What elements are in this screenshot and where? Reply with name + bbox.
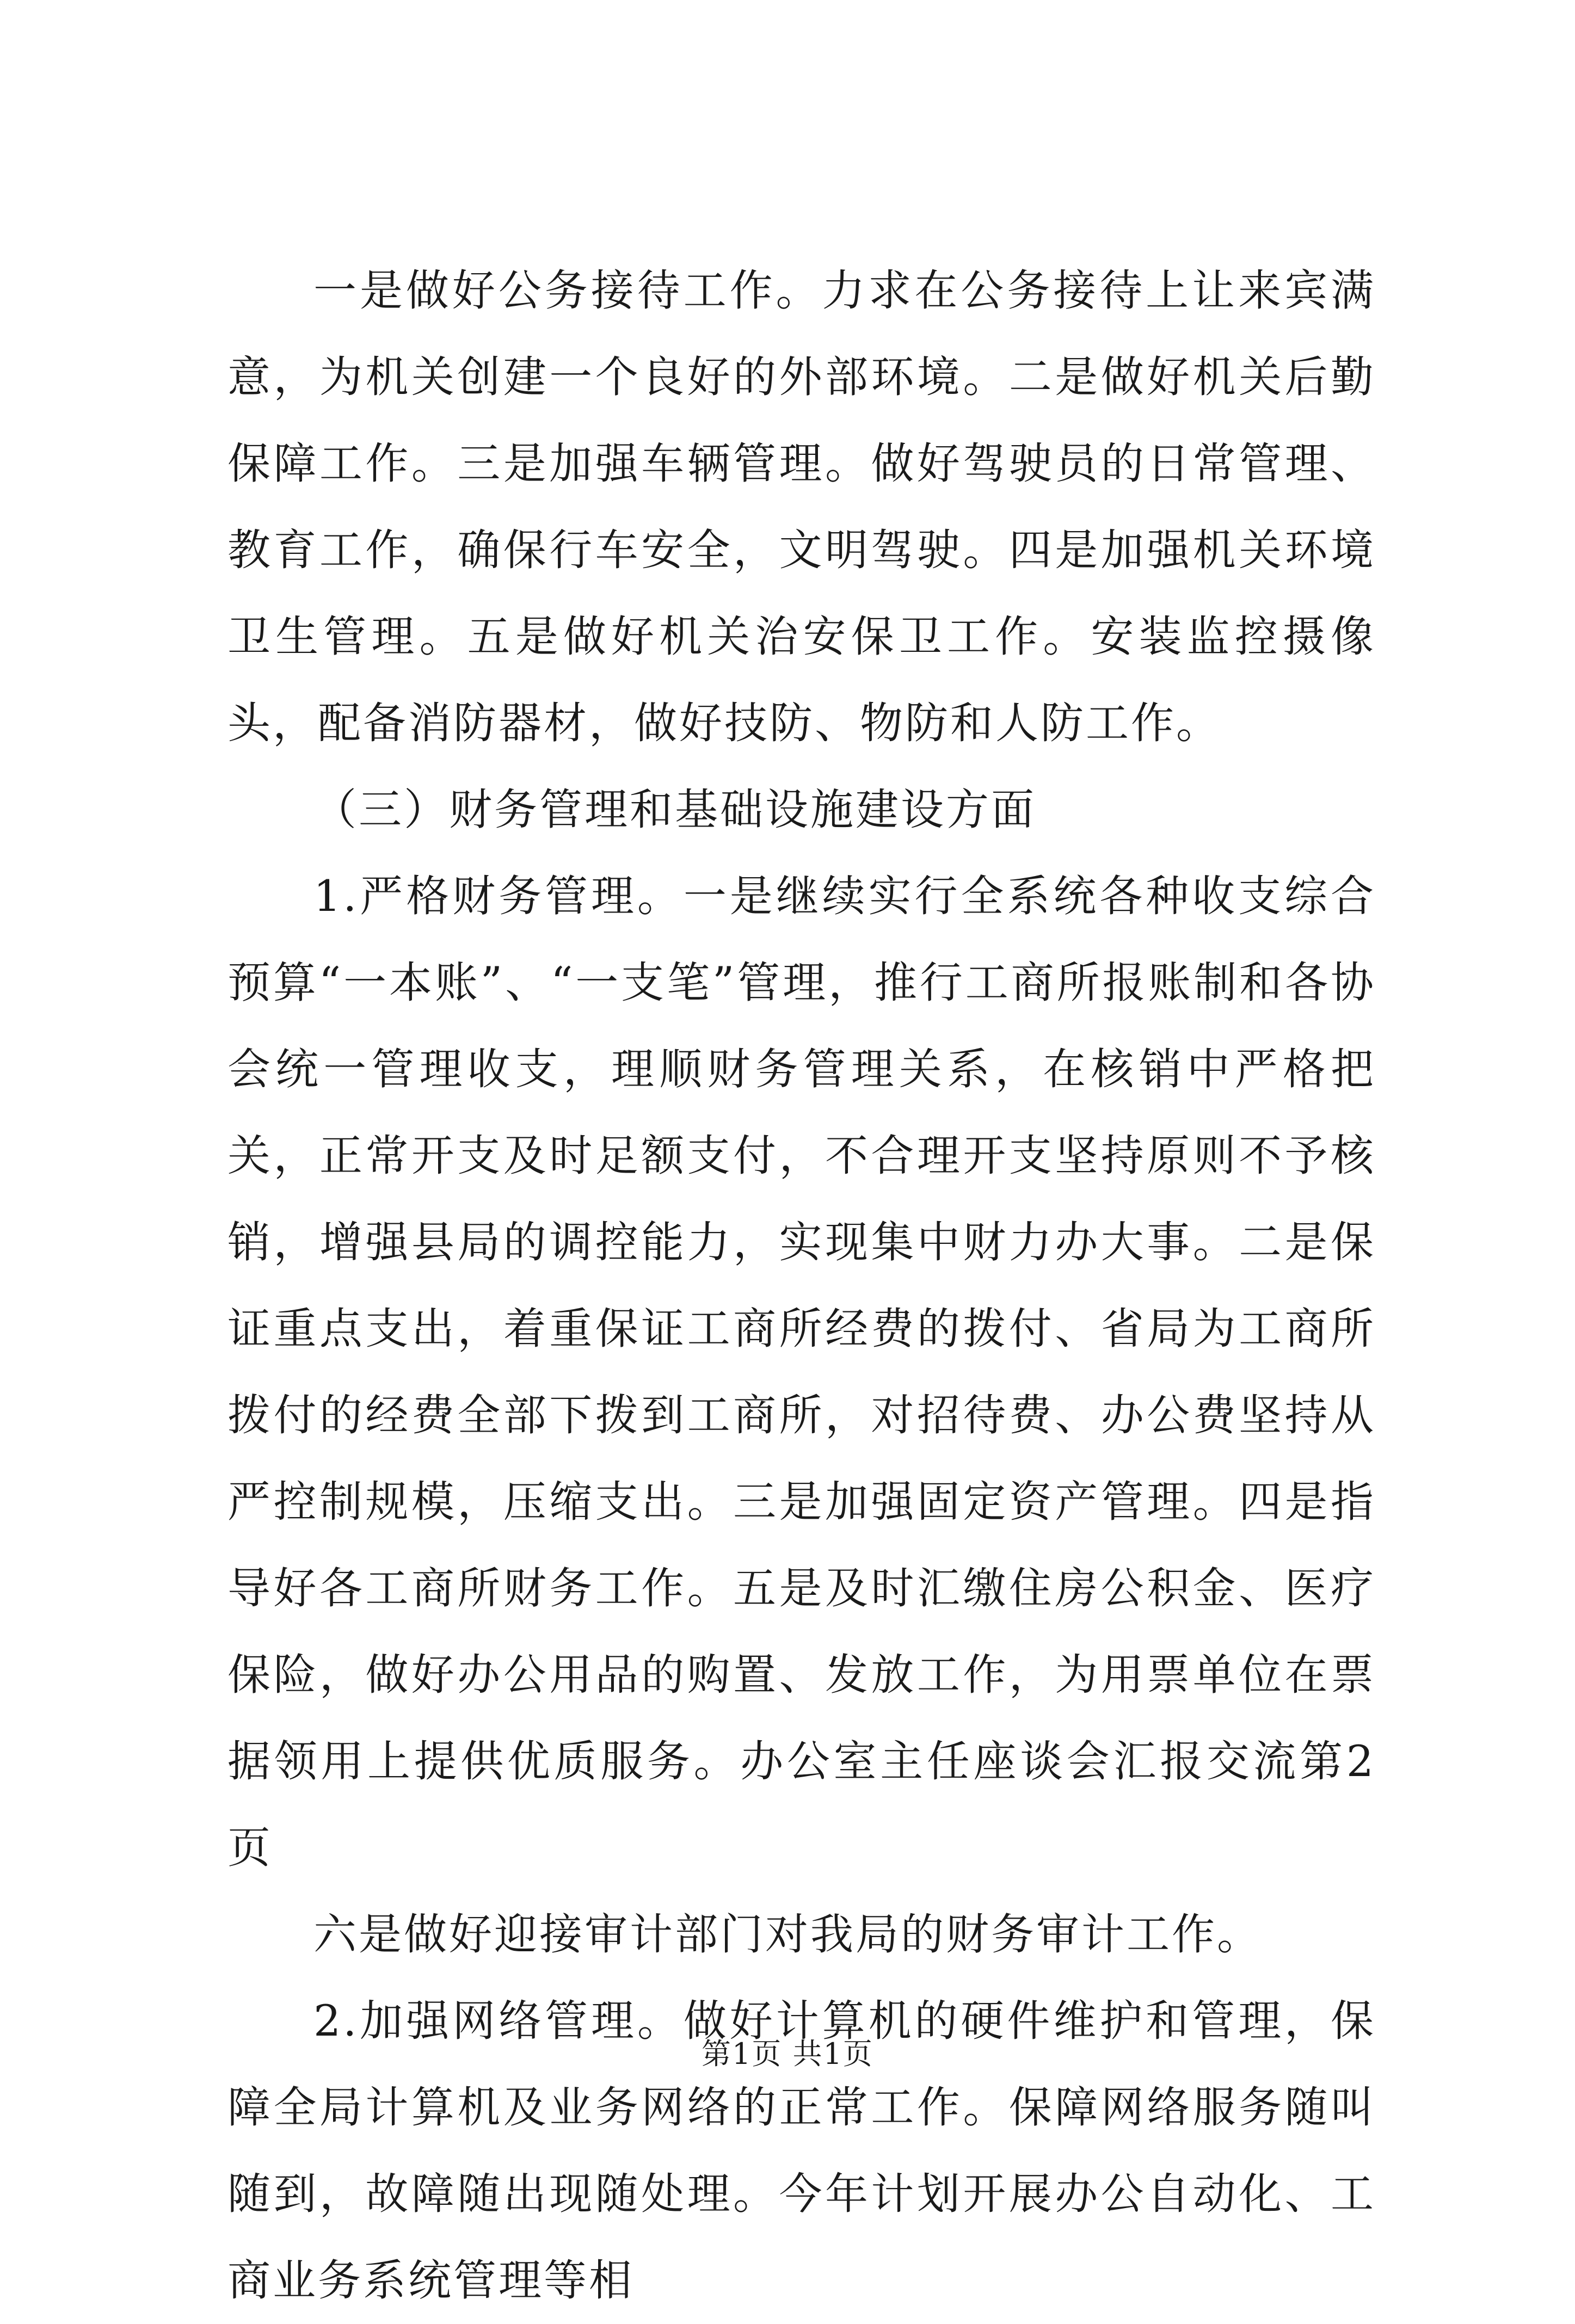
- section-heading-finance: （三）财务管理和基础设施建设方面: [313, 785, 1036, 835]
- paragraph-audit: 六是做好迎接审计部门对我局的财务审计工作。: [313, 1909, 1262, 1959]
- paragraph-network-management: 2.加强网络管理。做好计算机的硬件维护和管理，保障全局计算机及业务网络的正常工作。保障网络服务随叫随到，故障随出现随处理。今年计划开展办公自动化、工商业务系统管理等相: [227, 1996, 1376, 2305]
- paragraph-logistics: 一是做好公务接待工作。力求在公务接待上让来宾满意，为机关创建一个良好的外部环境。二是做好机关后勤保障工作。三是加强车辆管理。做好驾驶员的日常管理、教育工作，确保行车安全，文明驾驶。四是加强机关环境卫生管理。五是做好机关治安保卫工作。安装监控摄像头，配备消防器材，做好技防、物防和人防工作。: [227, 266, 1376, 748]
- paragraph-finance-management: 1.严格财务管理。一是继续实行全系统各种收支综合预算“一本账”、“一支笔”管理，推行工商所报账制和各协会统一管理收支，理顺财务管理关系，在核销中严格把关，正常开支及时足额支付，不合理开支坚持原则不予核销，增强县局的调控能力，实现集中财力办大事。二是保证重点支出，着重保证工商所经费的拨付、省局为工商所拨付的经费全部下拨到工商所，对招待费、办公费坚持从严控制规模，压缩支出。三是加强固定资产管理。四是指导好各工商所财务工作。五是及时汇缴住房公积金、医疗保险，做好办公用品的购置、发放工作，为用票单位在票据领用上提供优质服务。办公室主任座谈会汇报交流第2页: [227, 871, 1376, 1873]
- document-body: [227, 248, 1376, 2324]
- page-footer: 第1页 共1页: [702, 2037, 873, 2071]
